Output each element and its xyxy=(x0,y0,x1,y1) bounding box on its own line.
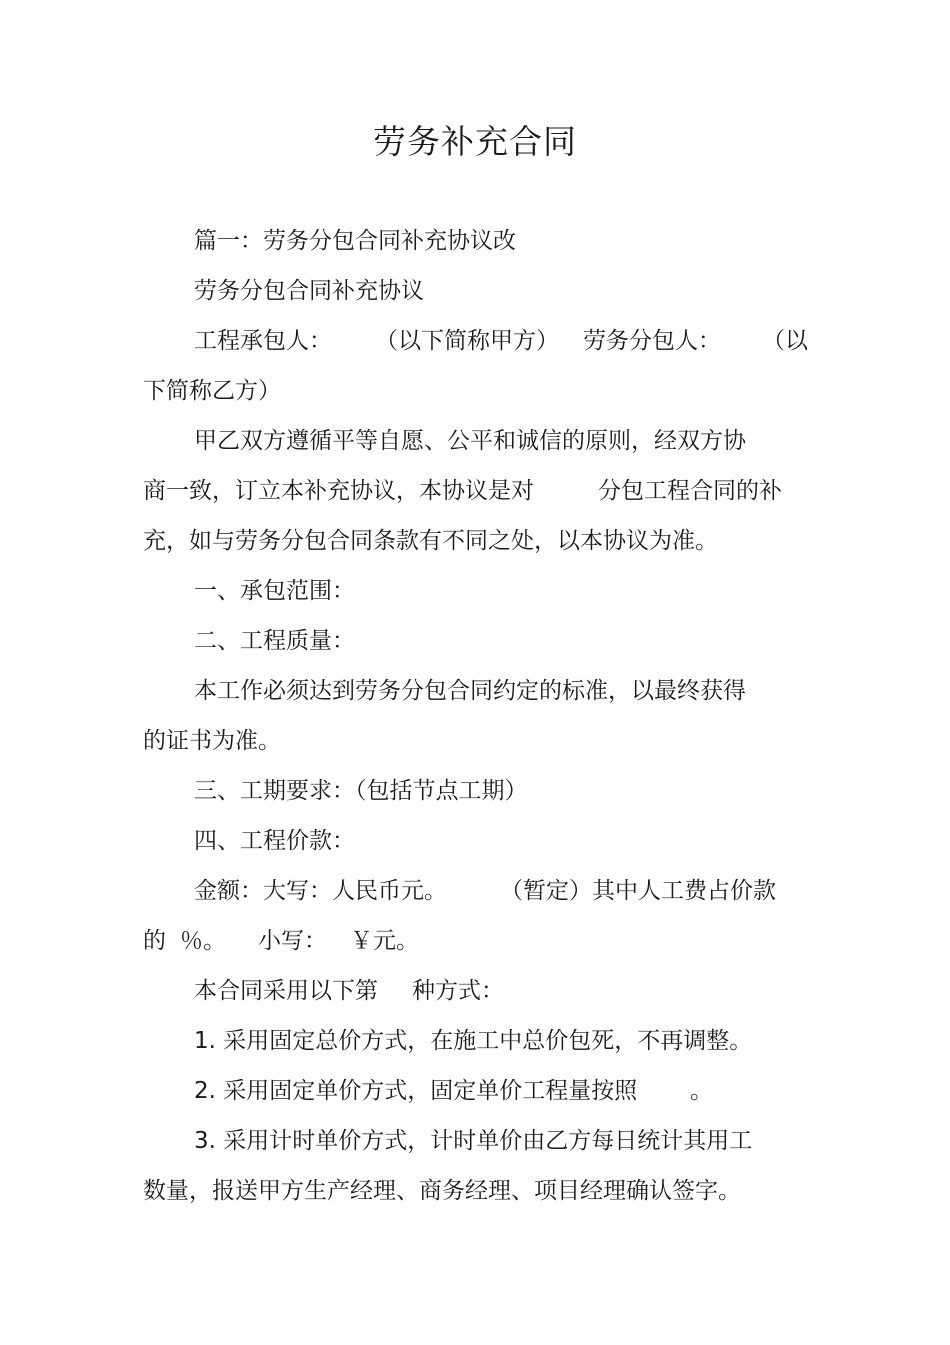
subcontractor-alias-start: （以 xyxy=(762,328,808,354)
section-3-heading: 三、工期要求：（包括节点工期） xyxy=(194,778,528,804)
amount-line-2d: ￥元。 xyxy=(350,928,419,954)
intro-line-2b: 分包工程合同的补 xyxy=(598,478,782,504)
document-title: 劳务补充合同 xyxy=(373,122,577,161)
intro-line-3: 充，如与劳务分包合同条款有不同之处，以本协议为准。 xyxy=(143,528,718,554)
intro-line-1: 甲乙双方遵循平等自愿、公平和诚信的原则，经双方协 xyxy=(194,428,746,454)
option-2a: 2. 采用固定单价方式，固定单价工程量按照 xyxy=(194,1078,638,1104)
section-1-heading: 一、承包范围： xyxy=(194,578,355,604)
heading-2: 劳务分包合同补充协议 xyxy=(194,278,424,304)
option-3-line-2: 数量，报送甲方生产经理、商务经理、项目经理确认签字。 xyxy=(143,1178,741,1204)
section-4-heading: 四、工程价款： xyxy=(194,828,355,854)
option-2b: 。 xyxy=(690,1078,713,1104)
contractor-alias: （以下简称甲方） xyxy=(375,328,559,354)
method-line-b: 种方式： xyxy=(412,978,504,1004)
amount-line-2b: ％。 xyxy=(180,928,226,954)
section-2-heading: 二、工程质量： xyxy=(194,628,355,654)
amount-line-2a: 的 xyxy=(143,928,166,954)
quality-line-2: 的证书为准。 xyxy=(143,728,281,754)
subcontractor-label: 劳务分包人： xyxy=(583,328,721,354)
heading-1: 篇一：劳务分包合同补充协议改 xyxy=(194,228,516,254)
amount-line-2c: 小写： xyxy=(258,928,327,954)
option-1: 1. 采用固定总价方式，在施工中总价包死，不再调整。 xyxy=(194,1028,753,1054)
contractor-label: 工程承包人： xyxy=(194,328,332,354)
intro-line-2a: 商一致，订立本补充协议，本协议是对 xyxy=(143,478,534,504)
quality-line-1: 本工作必须达到劳务分包合同约定的标准，以最终获得 xyxy=(194,678,746,704)
method-line-a: 本合同采用以下第 xyxy=(194,978,378,1004)
option-3-line-1: 3. 采用计时单价方式，计时单价由乙方每日统计其用工 xyxy=(194,1128,753,1154)
subcontractor-alias-end: 下简称乙方） xyxy=(143,378,281,404)
amount-line-1a: 金额：大写：人民币元。 xyxy=(194,878,447,904)
amount-line-1b: （暂定）其中人工费占价款 xyxy=(500,878,776,904)
